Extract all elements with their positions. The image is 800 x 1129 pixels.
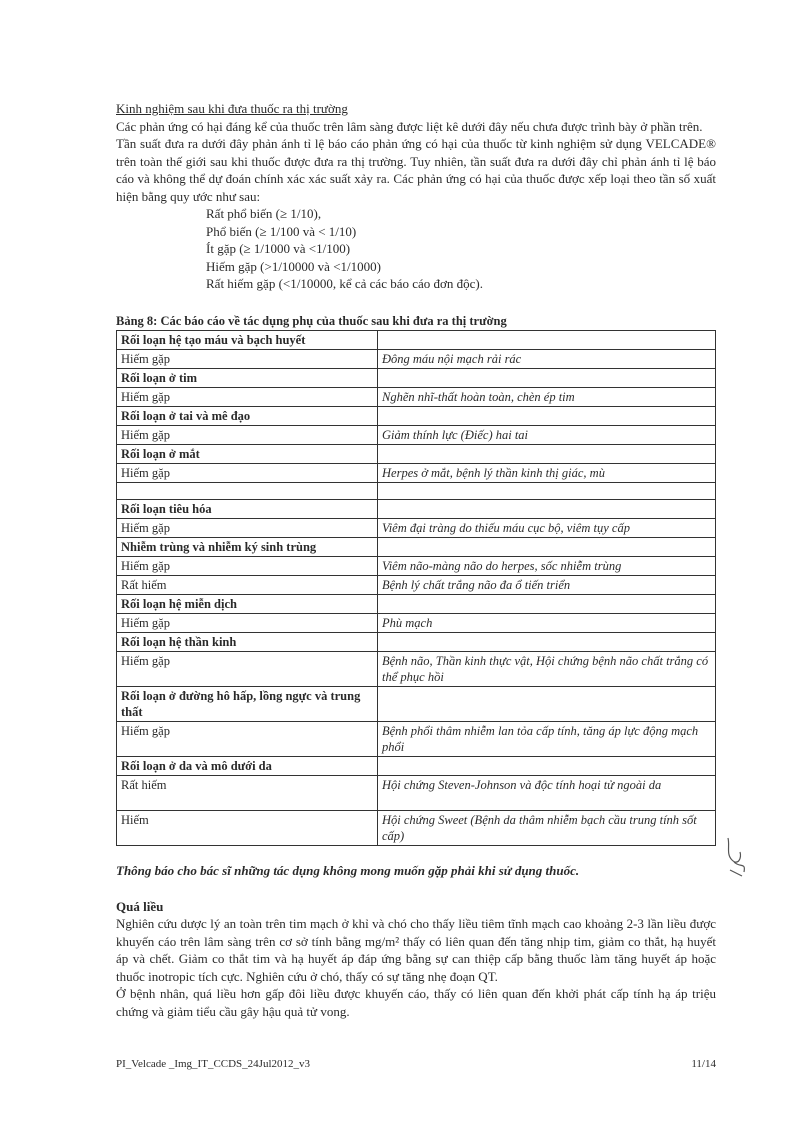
table-cell: Rối loạn ở tai và mê đạo [117, 407, 378, 426]
table-row [117, 519, 716, 538]
section-title: Kinh nghiệm sau khi đưa thuốc ra thị trường [116, 101, 348, 116]
table-cell: Hội chứng Steven-Johnson và độc tính hoại tử ngoài da [378, 776, 716, 811]
table-cell [378, 445, 716, 464]
table-cell: Rối loạn ở tim [117, 369, 378, 388]
table-cell [378, 687, 716, 722]
table-cell [378, 595, 716, 614]
table-cell: Rối loạn ở đường hô hấp, lồng ngực và trung thất [117, 687, 378, 722]
table-cell [378, 483, 716, 500]
table-cell: Hiếm gặp [117, 652, 378, 687]
table-caption: Bảng 8: Các báo cáo về tác dụng phụ của thuốc sau khi đưa ra thị trường [116, 313, 507, 328]
table-cell: Rối loạn tiêu hóa [117, 500, 378, 519]
table-cell: Herpes ở mắt, bệnh lý thần kinh thị giác, mù [378, 464, 716, 483]
table-cell: Rối loạn hệ tạo máu và bạch huyết [117, 331, 378, 350]
table-row [117, 331, 716, 350]
table-row [117, 687, 716, 722]
table-cell: Viêm não-màng não do herpes, sốc nhiễm trùng [378, 557, 716, 576]
table-cell: Rối loạn hệ miễn dịch [117, 595, 378, 614]
footer-page-number: 11/14 [691, 1058, 716, 1070]
table-row [117, 500, 716, 519]
table-cell: Rối loạn ở mắt [117, 445, 378, 464]
table-cell [378, 633, 716, 652]
notice-text: Thông báo cho bác sĩ những tác dụng không mong muốn gặp phải khi sử dụng thuốc. [116, 863, 580, 878]
table-row [117, 633, 716, 652]
table-cell: Hiếm gặp [117, 350, 378, 369]
table-cell: Hiếm gặp [117, 519, 378, 538]
table-row [117, 483, 716, 500]
table-cell [378, 331, 716, 350]
intro-paragraph-2: Tần suất đưa ra dưới đây phản ánh tỉ lệ báo cáo phản ứng có hại của thuốc từ kinh nghiệm sử dụng VELCADE® trên toàn thế giới sau khi thuốc được đưa ra thị trường. Tuy nhiên, tần suất đưa ra dưới đây chỉ phản ánh tỉ lệ báo cáo và không thể dự đoán chính xác xác suất xảy ra. Các phản ứng có hại của thuốc được xếp loại theo tần số xuất hiện bằng quy ước như sau: [116, 136, 716, 204]
overdose-heading: Quá liều [116, 898, 164, 914]
table-row [117, 445, 716, 464]
table-cell: Hiếm gặp [117, 464, 378, 483]
table-row [117, 407, 716, 426]
table-cell: Viêm đại tràng do thiếu máu cục bộ, viêm tụy cấp [378, 519, 716, 538]
table-row [117, 426, 716, 445]
table-cell: Rất hiếm [117, 576, 378, 595]
table-row [117, 776, 716, 811]
table-cell: Hiếm gặp [117, 426, 378, 445]
frequency-item: Ít gặp (≥ 1/1000 và <1/100) [206, 241, 351, 256]
table-cell: Rối loạn hệ thần kinh [117, 633, 378, 652]
table-cell: Hiếm gặp [117, 388, 378, 407]
table-cell: Giảm thính lực (Điếc) hai tai [378, 426, 716, 445]
table-cell [378, 538, 716, 557]
frequency-item: Rất phổ biến (≥ 1/10), [206, 206, 322, 221]
handwritten-mark [722, 832, 752, 882]
frequency-item: Hiếm gặp (>1/10000 và <1/1000) [206, 258, 381, 274]
table-row [117, 538, 716, 557]
table-row [117, 369, 716, 388]
table-row [117, 350, 716, 369]
table-cell: Phù mạch [378, 614, 716, 633]
table-cell [378, 369, 716, 388]
table-row [117, 595, 716, 614]
table-cell [378, 407, 716, 426]
page-footer [116, 1058, 716, 1070]
frequency-list [206, 205, 716, 293]
frequency-item: Rất hiếm gặp (<1/10000, kể cả các báo cáo đơn độc). [206, 276, 483, 291]
content [116, 100, 716, 1020]
table-cell: Nghẽn nhĩ-thất hoàn toàn, chèn ép tim [378, 388, 716, 407]
table-cell [378, 757, 716, 776]
table-row [117, 557, 716, 576]
table-cell: Hiếm gặp [117, 557, 378, 576]
table-cell: Bệnh lý chất trắng não đa ổ tiến triển [378, 576, 716, 595]
table-cell [117, 483, 378, 500]
table-row [117, 652, 716, 687]
overdose-paragraph-2: Ở bệnh nhân, quá liều hơn gấp đôi liều được khuyến cáo, thấy có liên quan đến khởi phát cấp tính hạ áp triệu chứng và giảm tiểu cầu gây hậu quả tử vong. [116, 986, 716, 1019]
table-row [117, 811, 716, 846]
table-cell: Hiếm gặp [117, 722, 378, 757]
footer-document-id: PI_Velcade _Img_IT_CCDS_24Jul2012_v3 [116, 1058, 311, 1070]
table-row [117, 388, 716, 407]
table-cell: Đông máu nội mạch rải rác [378, 350, 716, 369]
table-row [117, 614, 716, 633]
frequency-item: Phổ biến (≥ 1/100 và < 1/10) [206, 223, 357, 239]
table-cell: Hiếm gặp [117, 614, 378, 633]
table-cell: Rất hiếm [117, 776, 378, 811]
intro-paragraph-1: Các phản ứng có hại đáng kể của thuốc trên lâm sàng được liệt kê dưới đây nếu chưa được trình bày ở phần trên. [116, 118, 703, 134]
table-row [117, 576, 716, 595]
table-row [117, 464, 716, 483]
table-row [117, 757, 716, 776]
table-cell: Bệnh phổi thâm nhiễm lan tỏa cấp tính, tăng áp lực động mạch phổi [378, 722, 716, 757]
table-cell: Rối loạn ở da và mô dưới da [117, 757, 378, 776]
adverse-reactions-table [116, 330, 716, 846]
table-cell [378, 500, 716, 519]
table-row [117, 722, 716, 757]
table-cell: Hiếm [117, 811, 378, 846]
table-cell: Nhiễm trùng và nhiễm ký sinh trùng [117, 538, 378, 557]
table-cell: Hội chứng Sweet (Bệnh da thâm nhiễm bạch cầu trung tính sốt cấp) [378, 811, 716, 846]
overdose-paragraph-1: Nghiên cứu dược lý an toàn trên tim mạch ở khỉ và chó cho thấy liều tiêm tĩnh mạch cao khoảng 2-3 lần liều được khuyến cáo trên lâm sàng trên cơ sở tính bằng mg/m² thấy có liên quan đến tăng nhịp tim, giảm co thắt, hạ huyết áp và chết. Giảm co thắt tim và hạ huyết áp đáp ứng bằng sự can thiệp cấp bằng thuốc làm tăng huyết áp hoặc thuốc inotropic tích cực. Nghiên cứu ở chó, thấy có sự tăng nhẹ đoạn QT. [116, 916, 716, 984]
table-cell: Bệnh não, Thần kinh thực vật, Hội chứng bệnh não chất trắng có thể phục hồi [378, 652, 716, 687]
